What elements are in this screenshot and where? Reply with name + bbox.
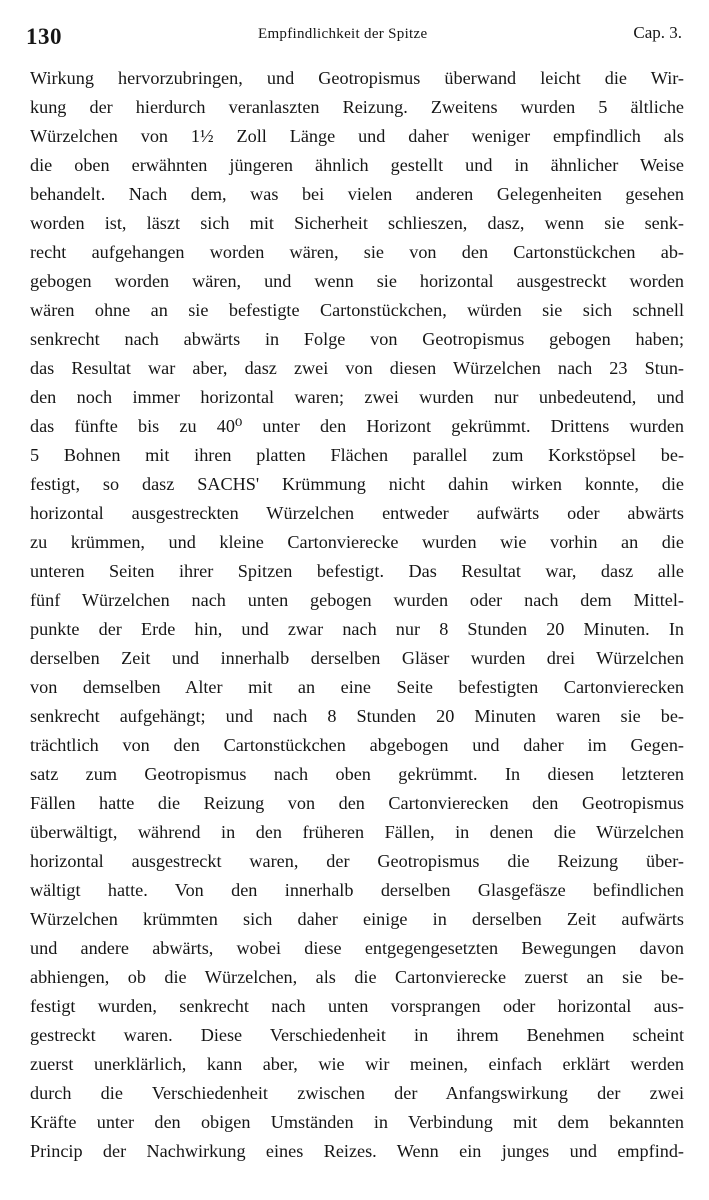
text-line: zuerst unerklärlich, kann aber, wie wir meinen, einfach erklärt werden (30, 1054, 684, 1074)
text-line: von demselben Alter mit an eine Seite befestigten Cartonvierecken (30, 677, 684, 697)
text-line: gestreckt waren. Diese Verschiedenheit in ihrem Benehmen scheint (30, 1025, 684, 1045)
text-line: horizontal ausgestreckt waren, der Geotropismus die Reizung über- (30, 851, 684, 871)
text-line: wären ohne an sie befestigte Cartonstückchen, würden sie sich schnell (30, 300, 684, 320)
page-number: 130 (26, 24, 62, 49)
text-line: worden ist, läszt sich mit Sicherheit schlieszen, dasz, wenn sie senk- (30, 213, 684, 233)
text-line: abhiengen, ob die Würzelchen, als die Cartonvierecke zuerst an sie be- (30, 967, 684, 987)
text-line: festigt wurden, senkrecht nach unten vorsprangen oder horizontal aus- (30, 996, 684, 1016)
text-line: recht aufgehangen worden wären, sie von den Cartonstückchen ab- (30, 242, 684, 262)
text-line: überwältigt, während in den früheren Fällen, in denen die Würzelchen (30, 822, 684, 842)
text-line: unteren Seiten ihrer Spitzen befestigt. Das Resultat war, dasz alle (30, 561, 684, 581)
text-line: kung der hierdurch veranlaszten Reizung. Zweitens wurden 5 ältliche (30, 97, 684, 117)
text-line: durch die Verschiedenheit zwischen der Anfangswirkung der zwei (30, 1083, 684, 1103)
text-line: den noch immer horizontal waren; zwei wurden nur unbedeutend, und (30, 387, 684, 407)
chapter-label: Cap. 3. (633, 23, 682, 42)
text-line: trächtlich von den Cartonstückchen abgebogen und daher im Gegen- (30, 735, 684, 755)
running-head: Empfindlichkeit der Spitze (258, 26, 428, 42)
body-text (30, 64, 684, 1166)
text-line: festigt, so dasz SACHS' Krümmung nicht dahin wirken konnte, die (30, 474, 684, 494)
text-line: Wirkung hervorzubringen, und Geotropismus überwand leicht die Wir- (30, 68, 684, 88)
text-line: derselben Zeit und innerhalb derselben Gläser wurden drei Würzelchen (30, 648, 684, 668)
text-line: 5 Bohnen mit ihren platten Flächen parallel zum Korkstöpsel be- (30, 445, 684, 465)
text-line: senkrecht aufgehängt; und nach 8 Stunden 20 Minuten waren sie be- (30, 706, 684, 726)
text-line: und andere abwärts, wobei diese entgegengesetzten Bewegungen davon (30, 938, 684, 958)
text-line: Princip der Nachwirkung eines Reizes. Wenn ein junges und empfind- (30, 1141, 684, 1161)
text-line: behandelt. Nach dem, was bei vielen anderen Gelegenheiten gesehen (30, 184, 684, 204)
text-line: senkrecht nach abwärts in Folge von Geotropismus gebogen haben; (30, 329, 684, 349)
text-line: die oben erwähnten jüngeren ähnlich gestellt und in ähnlicher Weise (30, 155, 684, 175)
text-line: punkte der Erde hin, und zwar nach nur 8 Stunden 20 Minuten. In (30, 619, 684, 639)
text-line: fünf Würzelchen nach unten gebogen wurden oder nach dem Mittel- (30, 590, 684, 610)
text-line: horizontal ausgestreckten Würzelchen entweder aufwärts oder abwärts (30, 503, 684, 523)
text-line: satz zum Geotropismus nach oben gekrümmt. In diesen letzteren (30, 764, 684, 784)
text-line: das fünfte bis zu 40⁰ unter den Horizont gekrümmt. Drittens wurden (30, 416, 684, 436)
text-line: das Resultat war aber, dasz zwei von diesen Würzelchen nach 23 Stun- (30, 358, 684, 378)
text-line: wältigt hatte. Von den innerhalb derselben Glasgefäsze befindlichen (30, 880, 684, 900)
text-line: zu krümmen, und kleine Cartonvierecke wurden wie vorhin an die (30, 532, 684, 552)
text-line: Würzelchen von 1½ Zoll Länge und daher weniger empfindlich als (30, 126, 684, 146)
text-line: Würzelchen krümmten sich daher einige in derselben Zeit aufwärts (30, 909, 684, 929)
page-header (26, 20, 686, 50)
text-line: Kräfte unter den obigen Umständen in Verbindung mit dem bekannten (30, 1112, 684, 1132)
text-line: Fällen hatte die Reizung von den Cartonvierecken den Geotropismus (30, 793, 684, 813)
text-line: gebogen worden wären, und wenn sie horizontal ausgestreckt worden (30, 271, 684, 291)
